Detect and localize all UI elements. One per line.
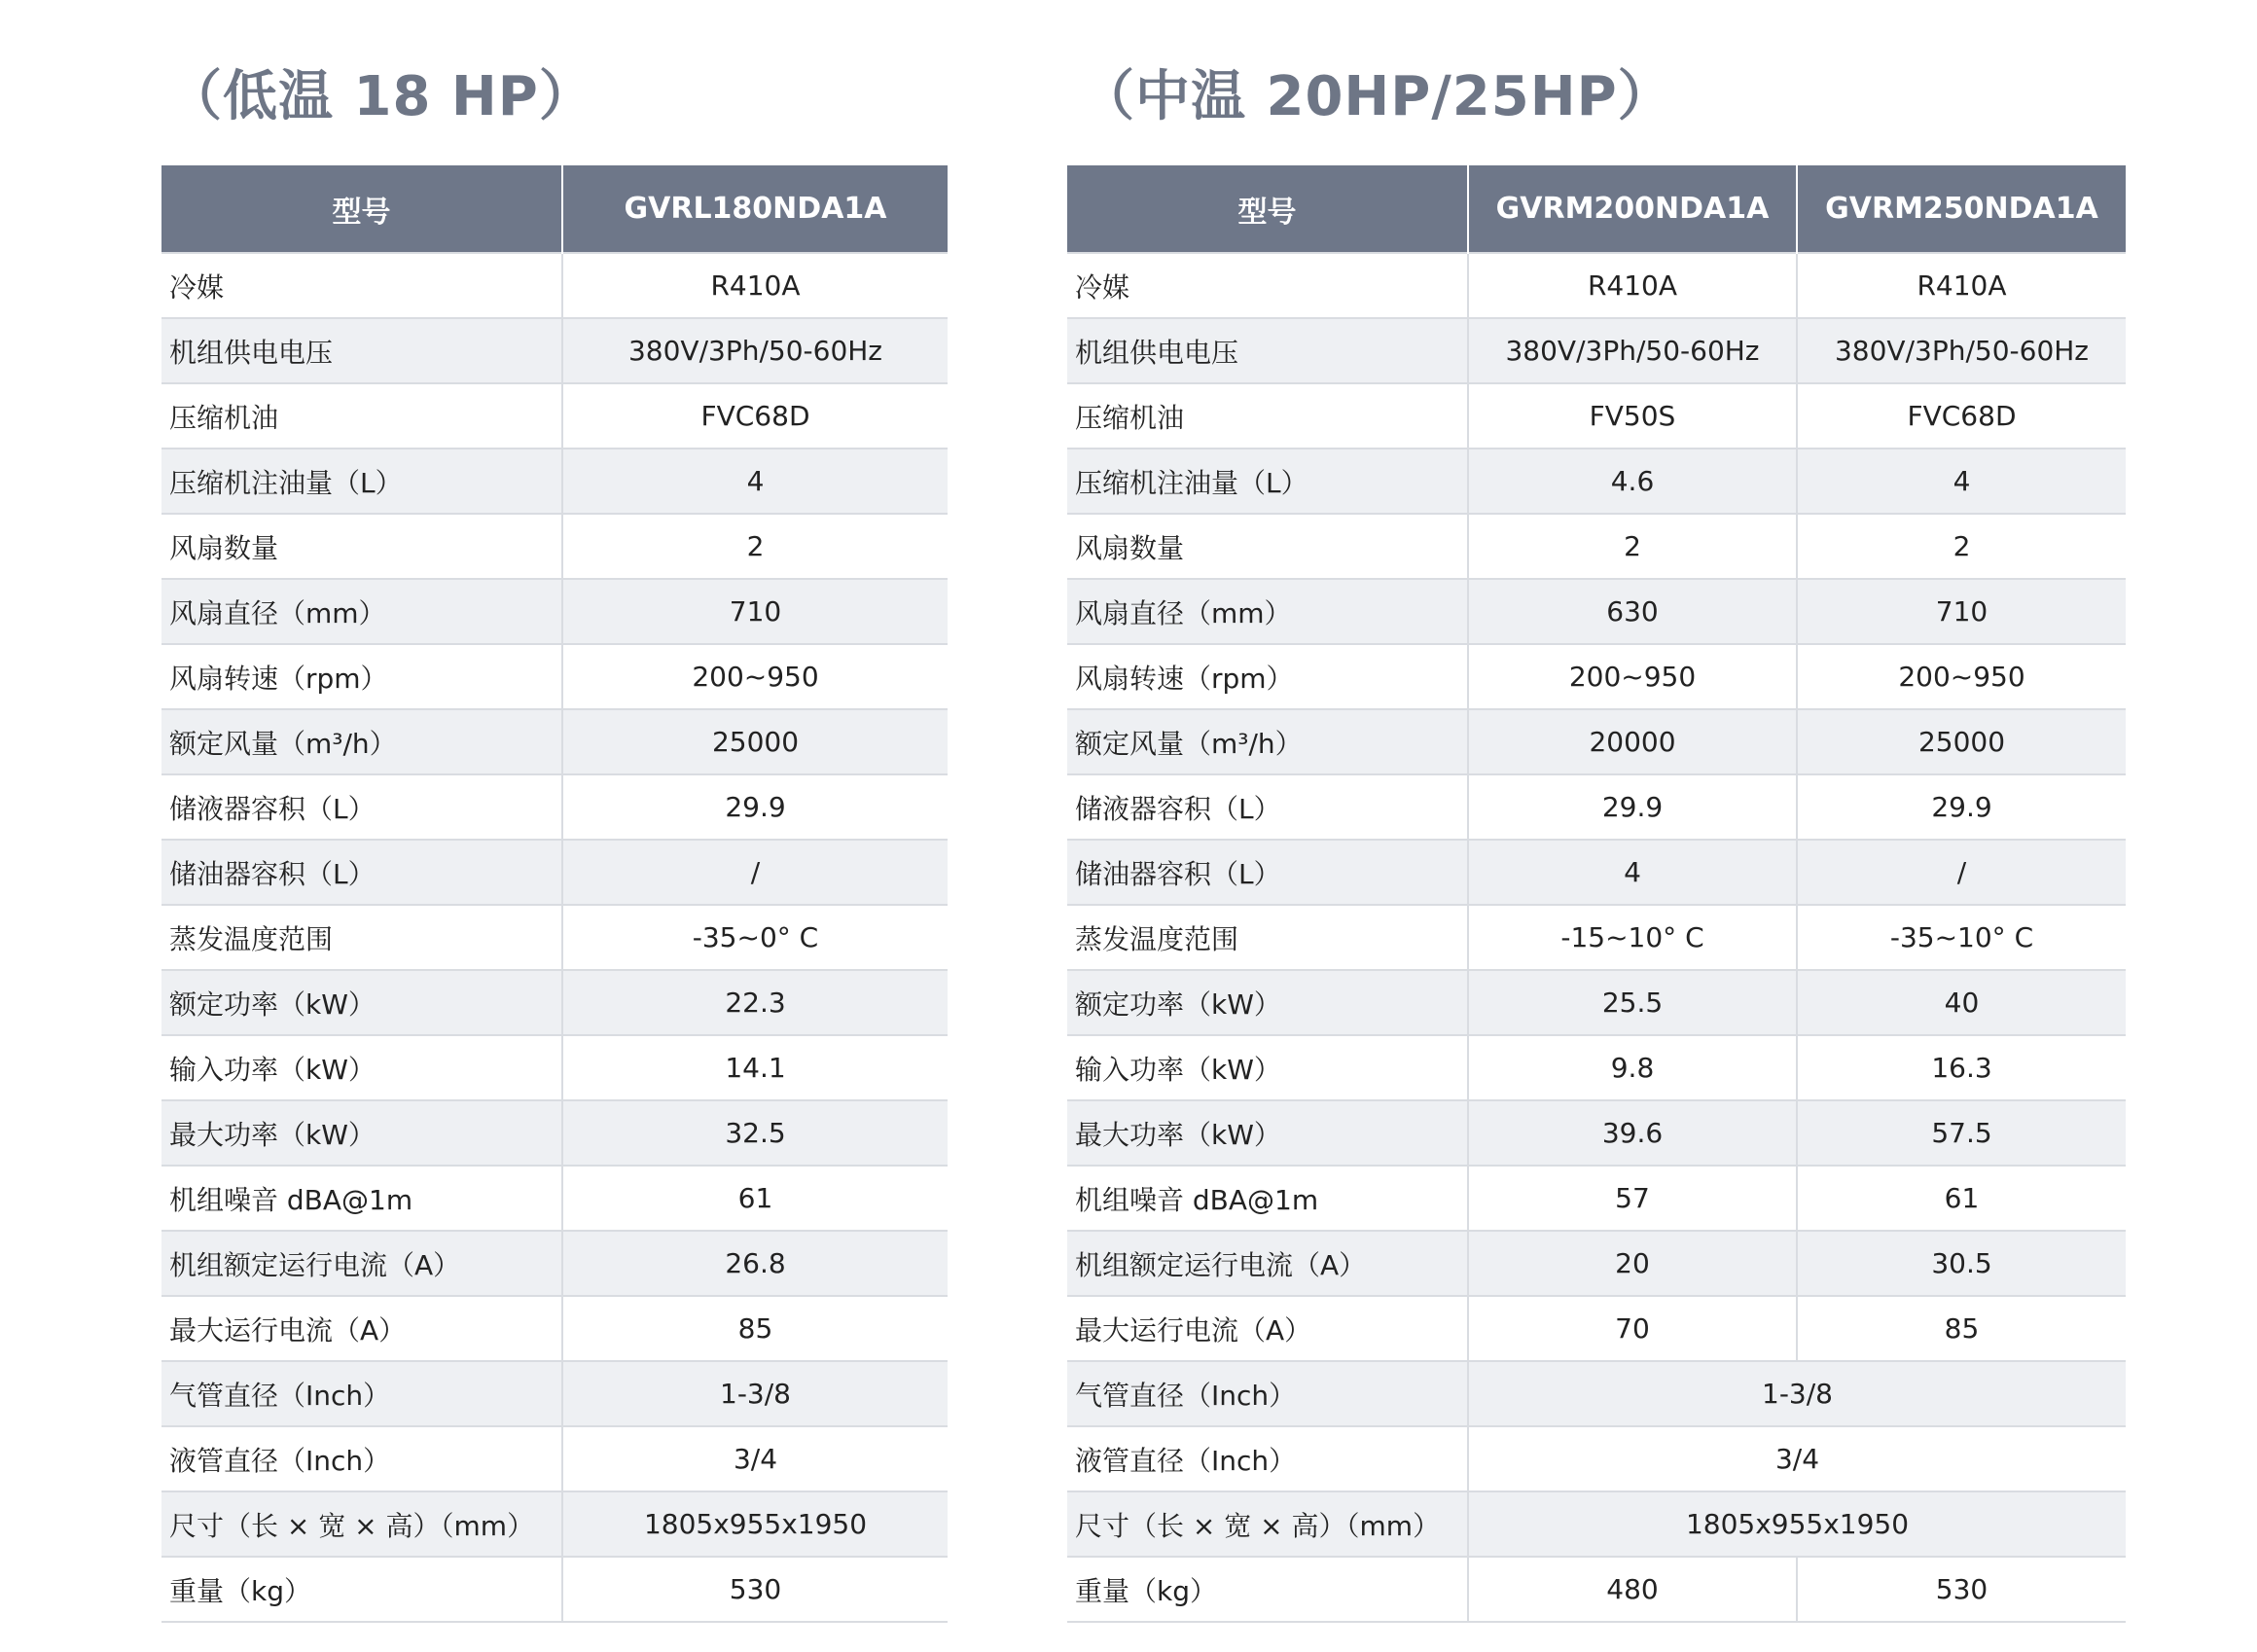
table-row bbox=[1067, 1166, 2126, 1231]
spec-label: 储液器容积（L） bbox=[161, 774, 562, 840]
spec-value: 14.1 bbox=[562, 1035, 948, 1100]
table-row bbox=[161, 1166, 948, 1231]
spec-label: 气管直径（Inch） bbox=[1067, 1361, 1468, 1426]
table-row bbox=[1067, 970, 2126, 1035]
table-row bbox=[161, 1491, 948, 1557]
spec-label: 机组供电电压 bbox=[1067, 318, 1468, 383]
spec-value: 200~950 bbox=[1468, 644, 1797, 709]
table-row bbox=[1067, 1231, 2126, 1296]
table-row bbox=[161, 449, 948, 514]
spec-value: 380V/3Ph/50-60Hz bbox=[1468, 318, 1797, 383]
table-row bbox=[1067, 1426, 2126, 1491]
spec-value: 2 bbox=[1468, 514, 1797, 579]
table-header-row bbox=[161, 165, 948, 253]
spec-value: 40 bbox=[1797, 970, 2126, 1035]
model-header-label: 型号 bbox=[1067, 165, 1468, 253]
table-row bbox=[1067, 383, 2126, 449]
spec-value: 1805x955x1950 bbox=[1468, 1491, 2126, 1557]
medium-temp-section-title: （中温 20HP/25HP） bbox=[1080, 65, 1673, 128]
spec-label: 机组噪音 dBA@1m bbox=[161, 1166, 562, 1231]
table-row bbox=[161, 905, 948, 970]
spec-label: 风扇直径（mm） bbox=[1067, 579, 1468, 644]
spec-label: 重量（kg） bbox=[161, 1557, 562, 1622]
table-row bbox=[161, 709, 948, 774]
spec-label: 储油器容积（L） bbox=[1067, 840, 1468, 905]
spec-value: FV50S bbox=[1468, 383, 1797, 449]
table-row bbox=[1067, 1035, 2126, 1100]
spec-value: 26.8 bbox=[562, 1231, 948, 1296]
table-row bbox=[1067, 905, 2126, 970]
spec-label: 最大运行电流（A） bbox=[1067, 1296, 1468, 1361]
spec-value: 85 bbox=[562, 1296, 948, 1361]
spec-value: 30.5 bbox=[1797, 1231, 2126, 1296]
spec-value: 630 bbox=[1468, 579, 1797, 644]
spec-label: 尺寸（长 × 宽 × 高）（mm） bbox=[161, 1491, 562, 1557]
spec-value: / bbox=[1797, 840, 2126, 905]
spec-label: 冷媒 bbox=[161, 253, 562, 318]
table-header-row bbox=[1067, 165, 2126, 253]
spec-value: 20 bbox=[1468, 1231, 1797, 1296]
spec-value: FVC68D bbox=[1797, 383, 2126, 449]
medium-temp-spec-table bbox=[1067, 165, 2126, 1623]
spec-label: 储液器容积（L） bbox=[1067, 774, 1468, 840]
spec-value: 61 bbox=[1797, 1166, 2126, 1231]
table-row bbox=[161, 1426, 948, 1491]
table-row bbox=[161, 970, 948, 1035]
spec-value: 380V/3Ph/50-60Hz bbox=[562, 318, 948, 383]
spec-value: 32.5 bbox=[562, 1100, 948, 1166]
table-row bbox=[1067, 1557, 2126, 1622]
spec-value: 70 bbox=[1468, 1296, 1797, 1361]
table-row bbox=[161, 1296, 948, 1361]
spec-value: 29.9 bbox=[1797, 774, 2126, 840]
spec-label: 尺寸（长 × 宽 × 高）（mm） bbox=[1067, 1491, 1468, 1557]
spec-value: 4 bbox=[562, 449, 948, 514]
spec-value: 16.3 bbox=[1797, 1035, 2126, 1100]
table-row bbox=[1067, 774, 2126, 840]
spec-label: 风扇直径（mm） bbox=[161, 579, 562, 644]
spec-value: 480 bbox=[1468, 1557, 1797, 1622]
table-row bbox=[1067, 449, 2126, 514]
spec-value: R410A bbox=[1797, 253, 2126, 318]
spec-label: 风扇数量 bbox=[1067, 514, 1468, 579]
table-row bbox=[1067, 579, 2126, 644]
table-row bbox=[161, 579, 948, 644]
spec-label: 额定风量（m³/h） bbox=[161, 709, 562, 774]
spec-value: 200~950 bbox=[1797, 644, 2126, 709]
spec-value: 4 bbox=[1797, 449, 2126, 514]
table-row bbox=[1067, 253, 2126, 318]
model-header-label: 型号 bbox=[161, 165, 562, 253]
spec-label: 储油器容积（L） bbox=[161, 840, 562, 905]
spec-value: 57 bbox=[1468, 1166, 1797, 1231]
spec-value: 29.9 bbox=[1468, 774, 1797, 840]
spec-label: 气管直径（Inch） bbox=[161, 1361, 562, 1426]
spec-label: 最大功率（kW） bbox=[1067, 1100, 1468, 1166]
table-row bbox=[1067, 709, 2126, 774]
spec-label: 蒸发温度范围 bbox=[1067, 905, 1468, 970]
table-row bbox=[161, 1231, 948, 1296]
spec-value: 1-3/8 bbox=[562, 1361, 948, 1426]
spec-value: 1-3/8 bbox=[1468, 1361, 2126, 1426]
table-row bbox=[161, 1361, 948, 1426]
spec-value: R410A bbox=[562, 253, 948, 318]
spec-value: -35~10° C bbox=[1797, 905, 2126, 970]
spec-label: 机组供电电压 bbox=[161, 318, 562, 383]
table-row bbox=[1067, 1491, 2126, 1557]
low-temp-spec-table bbox=[161, 165, 948, 1623]
table-row bbox=[161, 840, 948, 905]
spec-label: 机组额定运行电流（A） bbox=[1067, 1231, 1468, 1296]
spec-label: 压缩机油 bbox=[161, 383, 562, 449]
spec-value: -15~10° C bbox=[1468, 905, 1797, 970]
table-row bbox=[161, 253, 948, 318]
table-row bbox=[161, 1557, 948, 1622]
model-header-cell: GVRL180NDA1A bbox=[562, 165, 948, 253]
spec-value: FVC68D bbox=[562, 383, 948, 449]
spec-value: 530 bbox=[1797, 1557, 2126, 1622]
spec-label: 压缩机注油量（L） bbox=[1067, 449, 1468, 514]
spec-value: 710 bbox=[562, 579, 948, 644]
spec-label: 风扇数量 bbox=[161, 514, 562, 579]
spec-label: 机组额定运行电流（A） bbox=[161, 1231, 562, 1296]
spec-value: 39.6 bbox=[1468, 1100, 1797, 1166]
model-header-cell: GVRM250NDA1A bbox=[1797, 165, 2126, 253]
spec-value: 25.5 bbox=[1468, 970, 1797, 1035]
spec-label: 最大运行电流（A） bbox=[161, 1296, 562, 1361]
spec-label: 风扇转速（rpm） bbox=[161, 644, 562, 709]
spec-label: 额定功率（kW） bbox=[161, 970, 562, 1035]
spec-value: 2 bbox=[562, 514, 948, 579]
spec-value: 4.6 bbox=[1468, 449, 1797, 514]
spec-value: 380V/3Ph/50-60Hz bbox=[1797, 318, 2126, 383]
spec-value: 2 bbox=[1797, 514, 2126, 579]
table-row bbox=[1067, 1100, 2126, 1166]
spec-label: 液管直径（Inch） bbox=[161, 1426, 562, 1491]
table-row bbox=[1067, 840, 2126, 905]
table-row bbox=[1067, 644, 2126, 709]
spec-value: 9.8 bbox=[1468, 1035, 1797, 1100]
spec-label: 重量（kg） bbox=[1067, 1557, 1468, 1622]
spec-value: 3/4 bbox=[562, 1426, 948, 1491]
table-row bbox=[1067, 1296, 2126, 1361]
spec-label: 输入功率（kW） bbox=[161, 1035, 562, 1100]
spec-label: 额定功率（kW） bbox=[1067, 970, 1468, 1035]
table-row bbox=[161, 383, 948, 449]
table-row bbox=[1067, 318, 2126, 383]
spec-value: 61 bbox=[562, 1166, 948, 1231]
spec-label: 蒸发温度范围 bbox=[161, 905, 562, 970]
spec-value: 57.5 bbox=[1797, 1100, 2126, 1166]
table-row bbox=[161, 318, 948, 383]
spec-value: 4 bbox=[1468, 840, 1797, 905]
spec-value: 710 bbox=[1797, 579, 2126, 644]
table-row bbox=[161, 1035, 948, 1100]
spec-value: 25000 bbox=[1797, 709, 2126, 774]
spec-label: 额定风量（m³/h） bbox=[1067, 709, 1468, 774]
spec-value: 22.3 bbox=[562, 970, 948, 1035]
table-row bbox=[161, 644, 948, 709]
low-temp-section-title: （低温 18 HP） bbox=[167, 65, 594, 128]
table-row bbox=[161, 1100, 948, 1166]
spec-value: 3/4 bbox=[1468, 1426, 2126, 1491]
table-row bbox=[1067, 1361, 2126, 1426]
spec-label: 机组噪音 dBA@1m bbox=[1067, 1166, 1468, 1231]
spec-value: -35~0° C bbox=[562, 905, 948, 970]
table-row bbox=[1067, 514, 2126, 579]
table-row bbox=[161, 774, 948, 840]
spec-label: 压缩机油 bbox=[1067, 383, 1468, 449]
spec-label: 输入功率（kW） bbox=[1067, 1035, 1468, 1100]
model-header-cell: GVRM200NDA1A bbox=[1468, 165, 1797, 253]
spec-label: 压缩机注油量（L） bbox=[161, 449, 562, 514]
spec-value: 85 bbox=[1797, 1296, 2126, 1361]
spec-value: 20000 bbox=[1468, 709, 1797, 774]
spec-value: 1805x955x1950 bbox=[562, 1491, 948, 1557]
spec-label: 液管直径（Inch） bbox=[1067, 1426, 1468, 1491]
spec-value: 25000 bbox=[562, 709, 948, 774]
spec-value: 200~950 bbox=[562, 644, 948, 709]
table-row bbox=[161, 514, 948, 579]
spec-label: 最大功率（kW） bbox=[161, 1100, 562, 1166]
spec-value: 29.9 bbox=[562, 774, 948, 840]
spec-label: 风扇转速（rpm） bbox=[1067, 644, 1468, 709]
spec-value: 530 bbox=[562, 1557, 948, 1622]
spec-value: R410A bbox=[1468, 253, 1797, 318]
spec-label: 冷媒 bbox=[1067, 253, 1468, 318]
spec-value: / bbox=[562, 840, 948, 905]
